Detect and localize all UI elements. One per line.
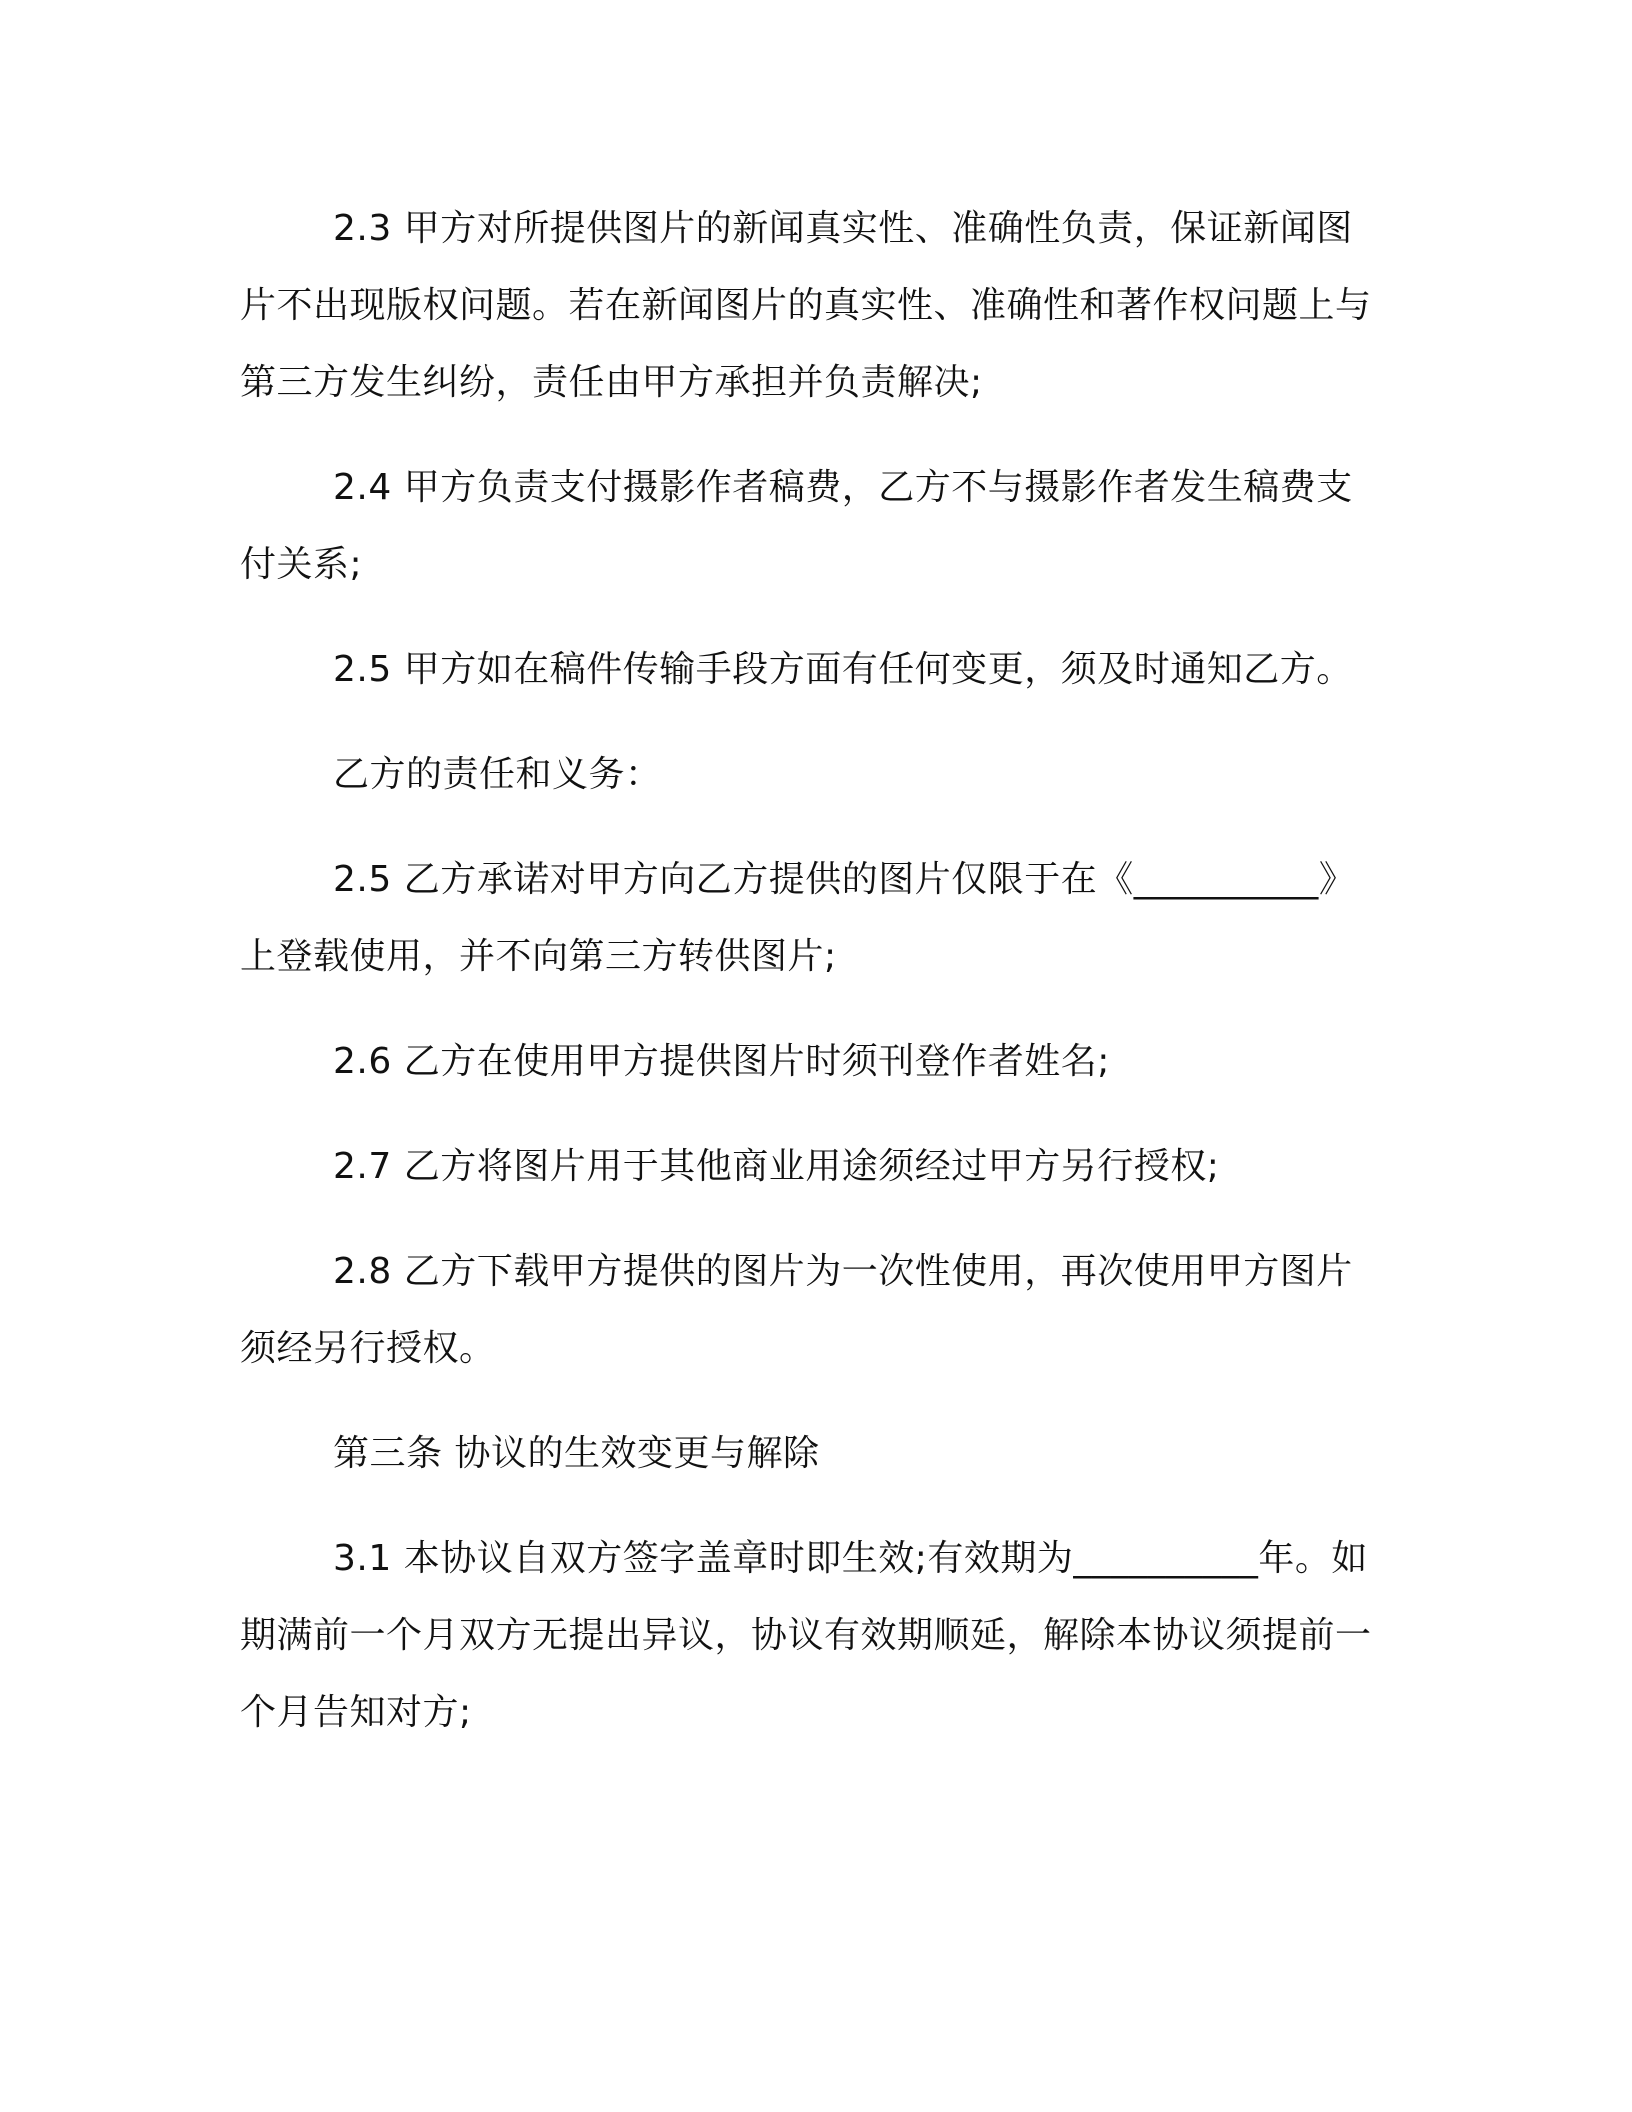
clause-2-5-party-a: 2.5 甲方如在稿件传输手段方面有任何变更，须及时通知乙方。 xyxy=(333,649,1353,690)
document-body xyxy=(240,190,1380,1751)
article-3-heading: 第三条 协议的生效变更与解除 xyxy=(333,1433,820,1474)
clause-2-6: 2.6 乙方在使用甲方提供图片时须刊登作者姓名; xyxy=(333,1041,1110,1082)
clause-2-3: 2.3 甲方对所提供图片的新闻真实性、准确性负责，保证新闻图片不出现版权问题。若在新闻图片的真实性、准确性和著作权问题上与第三方发生纠纷，责任由甲方承担并负责解决; xyxy=(240,208,1372,403)
clause-2-8: 2.8 乙方下载甲方提供的图片为一次性使用，再次使用甲方图片须经另行授权。 xyxy=(240,1251,1353,1369)
clause-2-7: 2.7 乙方将图片用于其他商业用途须经过甲方另行授权; xyxy=(333,1146,1220,1187)
party-b-duties-heading: 乙方的责任和义务： xyxy=(333,754,662,795)
clause-3-1: 3.1 本协议自双方签字盖章时即生效;有效期为__________年。如期满前一个月双方无提出异议，协议有效期顺延，解除本协议须提前一个月告知对方; xyxy=(240,1538,1372,1733)
clause-2-5-party-b: 2.5 乙方承诺对甲方向乙方提供的图片仅限于在《__________》上登载使用，并不向第三方转供图片; xyxy=(240,859,1356,977)
clause-2-4: 2.4 甲方负责支付摄影作者稿费，乙方不与摄影作者发生稿费支付关系; xyxy=(240,467,1353,585)
